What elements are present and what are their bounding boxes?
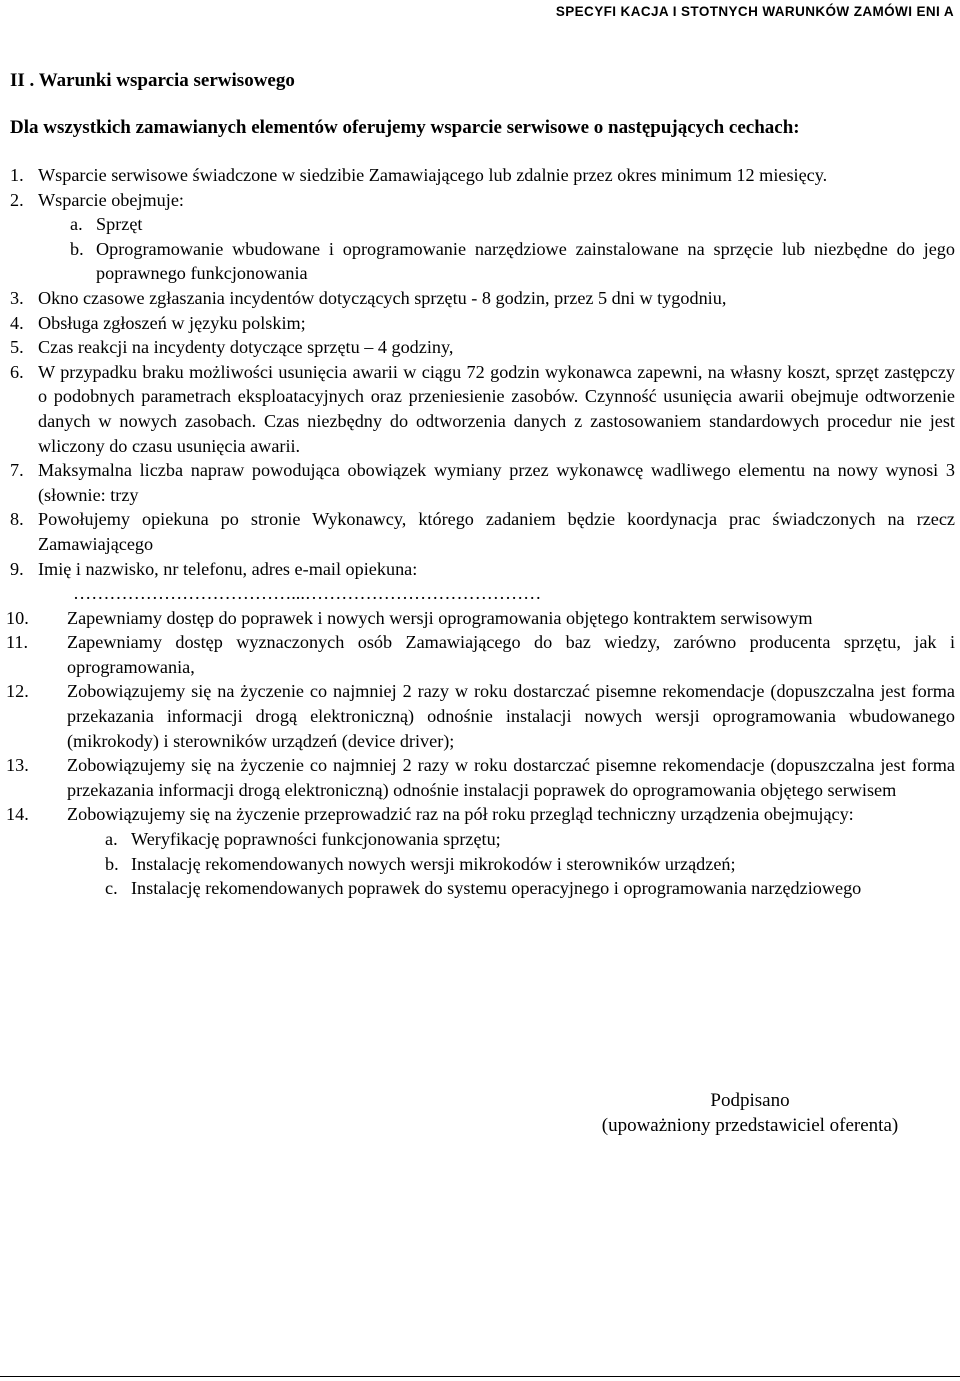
- list-item: [10, 360, 955, 458]
- list-subitem-text: Oprogramowanie wbudowane i oprogramowanie narzędziowe zainstalowane na sprzęcie lub niezbędne do jego poprawnego funkcjonowania: [96, 238, 955, 284]
- list-subitem-letter: a.: [70, 214, 83, 235]
- list-item: [10, 286, 955, 311]
- list-subitem: [105, 876, 955, 901]
- list-item: [6, 802, 955, 827]
- list-subitem-letter: b.: [105, 853, 119, 874]
- list-item-text: Maksymalna liczba napraw powodująca obowiązek wymiany przez wykonawcę wadliwego elementu na nowy wynosi 3 (słownie: trzy: [38, 460, 955, 505]
- section-intro: Dla wszystkich zamawianych elementów oferujemy wsparcie serwisowe o następujących cechach:: [10, 117, 800, 138]
- signature-label: Podpisano: [710, 1090, 790, 1111]
- list-item: [6, 679, 955, 753]
- list-item-text: Zobowiązujemy się na życzenie przeprowadzić raz na pół roku przegląd techniczny urządzenia obejmujący:: [67, 804, 854, 825]
- list-item-number: 7.: [10, 460, 24, 481]
- list-subitem: [105, 852, 955, 877]
- list-item-text: Czas reakcji na incydenty dotyczące sprzętu – 4 godziny,: [38, 337, 454, 358]
- list-item: [10, 188, 955, 213]
- list-item-number: 10.: [6, 607, 29, 628]
- list-item: [10, 335, 955, 360]
- list-item: [10, 458, 955, 507]
- list-item-text: Powołujemy opiekuna po stronie Wykonawcy, którego zadaniem będzie koordynacja prac świadczonych na rzecz Zamawiającego: [38, 509, 955, 554]
- list-item: [6, 606, 955, 631]
- signature-caption: (upoważniony przedstawiciel oferenta): [601, 1115, 899, 1136]
- list-subitem-text: Sprzęt: [96, 214, 143, 235]
- list-item-text: Obsługa zgłoszeń w języku polskim;: [38, 312, 306, 333]
- list-item-text: Zapewniamy dostęp wyznaczonych osób Zamawiającego do baz wiedzy, zarówno producenta sprzętu, jak i oprogramowania,: [67, 632, 955, 677]
- list-item-number: 8.: [10, 509, 24, 530]
- signature-block: [560, 1088, 940, 1138]
- list-item-number: 14.: [6, 804, 29, 825]
- list-item: [6, 753, 955, 802]
- list-item-number: 1.: [10, 165, 24, 185]
- list-subitem-letter: a.: [105, 829, 118, 850]
- list-item-text: Zobowiązujemy się na życzenie co najmniej 2 razy w roku dostarczać pisemne rekomendacje (dopuszczalna jest forma przekazania informacji drogą elektroniczną) odnośnie instalacji nowych wersji oprogramowania wbudowanego (mikrokody) i sterowników urządzeń (device driver);: [67, 681, 955, 751]
- list-item-number: 9.: [10, 558, 24, 579]
- list-item-number: 5.: [10, 337, 24, 358]
- list-subitem: [70, 212, 955, 237]
- list-subitem-letter: c.: [105, 878, 118, 899]
- list-item-text: Wsparcie obejmuje:: [38, 189, 184, 210]
- list-item-number: 6.: [10, 361, 24, 382]
- requirements-list: [6, 163, 955, 901]
- document-header-title: SPECYFI KACJA I STOTNYCH WARUNKÓW ZAMÓWI ENI A: [555, 4, 954, 19]
- list-subitem: [105, 827, 955, 852]
- list-item-text: Okno czasowe zgłaszania incydentów dotyczących sprzętu - 8 godzin, przez 5 dni w tygodniu,: [38, 287, 727, 308]
- list-subitem-letter: b.: [70, 238, 84, 259]
- list-item-text: W przypadku braku możliwości usunięcia awarii w ciągu 72 godzin wykonawca zapewni, na własny koszt, sprzęt zastępczy o podobnych parametrach eksploatacyjnych oraz przeniesienie zasobów. Czynność usunięcia awarii obejmuje odtworzenie danych w nowych zasobach. Czas niezbędny do odtworzenia danych z zastosowaniem standardowych procedur nie jest wliczony do czasu usunięcia awarii.: [38, 361, 955, 456]
- contact-fill-line: ………………………………...…………………………………: [73, 583, 542, 604]
- list-item-number: 3.: [10, 287, 24, 308]
- list-item-number: 13.: [6, 755, 29, 776]
- list-item-text: Imię i nazwisko, nr telefonu, adres e-mail opiekuna:: [38, 558, 418, 579]
- list-item-text: Wsparcie serwisowe świadczone w siedzibie Zamawiającego lub zdalnie przez okres minimum 12 miesięcy.: [38, 165, 828, 185]
- list-item-text: Zobowiązujemy się na życzenie co najmniej 2 razy w roku dostarczać pisemne rekomendacje (dopuszczalna jest forma przekazania informacji drogą elektroniczną) odnośnie instalacji poprawek do oprogramowania objętego serwisem: [67, 755, 955, 800]
- list-item: [10, 163, 955, 188]
- list-item-number: 11.: [6, 632, 29, 653]
- list-subitem-text: Weryfikację poprawności funkcjonowania sprzętu;: [131, 829, 501, 850]
- list-item: [6, 630, 955, 679]
- list-item: [10, 557, 955, 582]
- list-item-text: Zapewniamy dostęp do poprawek i nowych wersji oprogramowania objętego kontraktem serwisowym: [67, 607, 813, 628]
- list-item-number: 12.: [6, 681, 29, 702]
- list-subitem-text: Instalację rekomendowanych nowych wersji mikrokodów i sterowników urządzeń;: [131, 853, 736, 874]
- list-subitem: [70, 237, 955, 286]
- list-subitem-text: Instalację rekomendowanych poprawek do systemu operacyjnego i oprogramowania narzędziowego: [131, 878, 862, 899]
- list-item: [10, 311, 955, 336]
- list-item-number: 2.: [10, 189, 24, 210]
- footer-rule: [0, 1376, 960, 1377]
- list-item: [10, 507, 955, 556]
- list-item-number: 4.: [10, 312, 24, 333]
- section-title: II . Warunki wsparcia serwisowego: [10, 70, 295, 91]
